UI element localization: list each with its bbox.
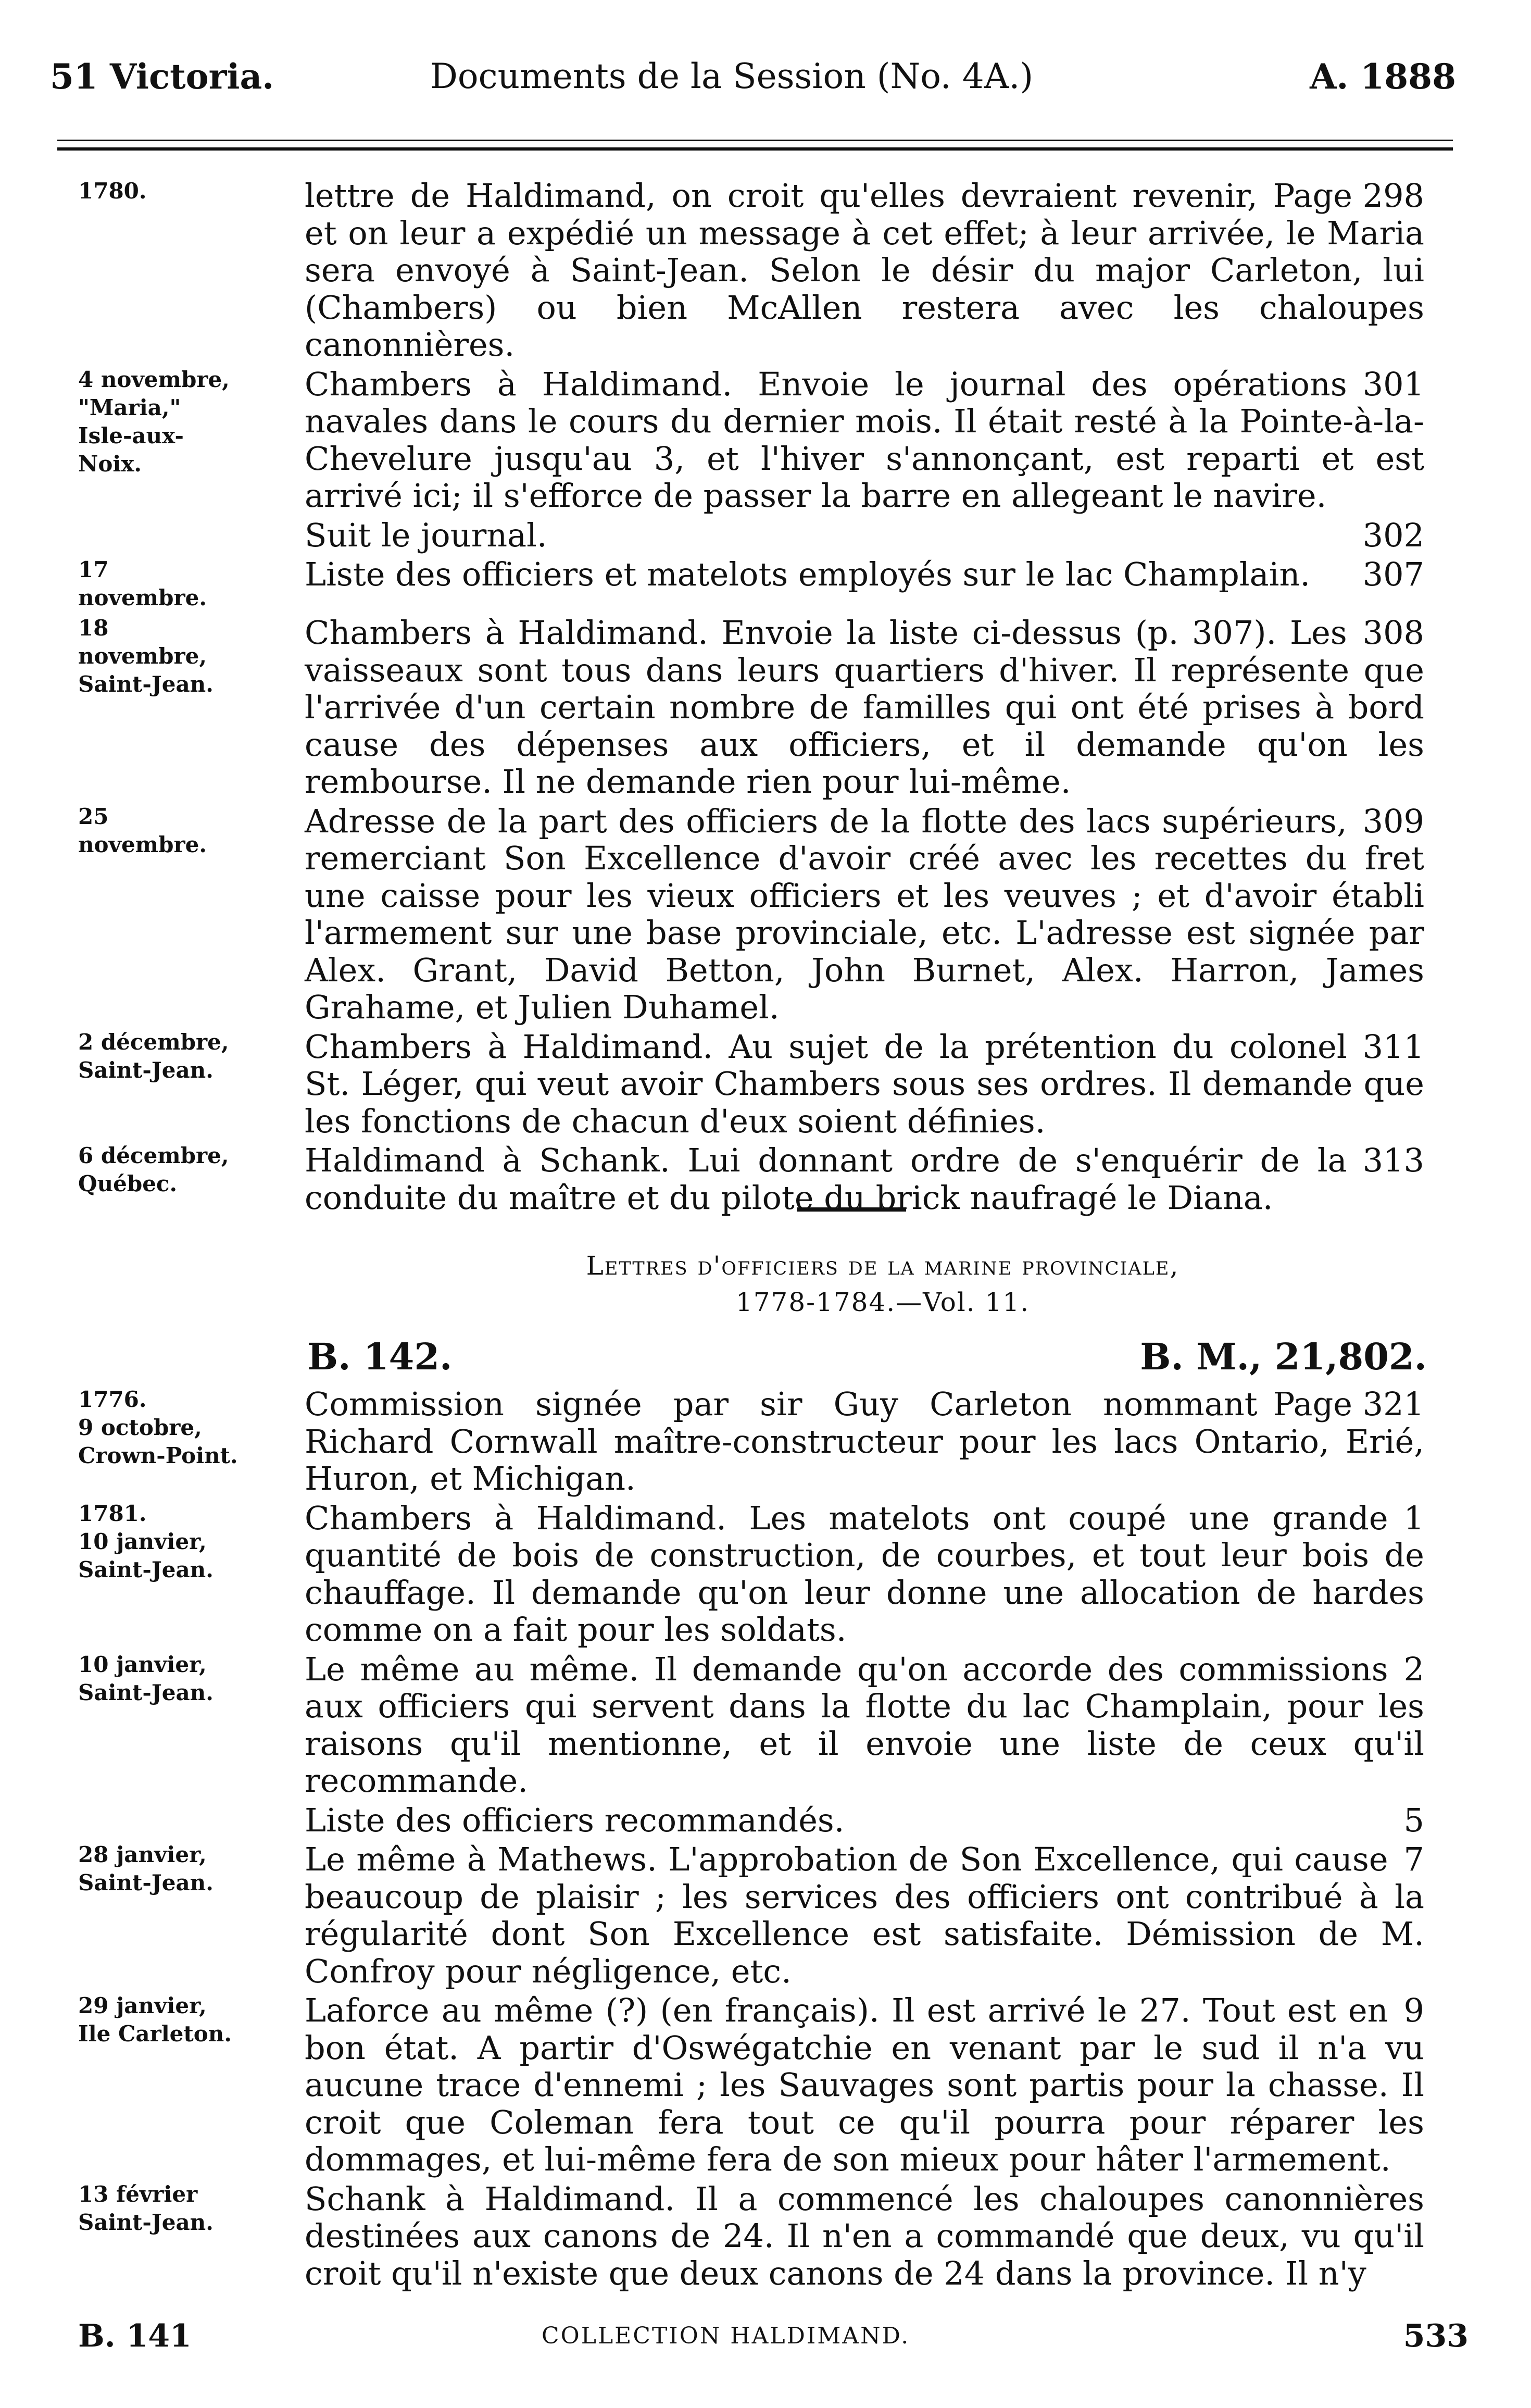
entry-page-reference: 301 [1362, 365, 1424, 403]
entry-page-reference: 311 [1362, 1027, 1424, 1066]
entry-body-text: Chambers à Haldimand. Envoie la liste ci-dessus (p. 307). Les vaisseaux sont tous dans leurs quartiers d'hiver. Il représente que l'arrivée d'un certain nombre de familles qui ont été prises à bord cause des dépenses aux officiers, et il demande qu'on les rembourse. Il ne demande rien pour lui-même. [305, 614, 1424, 801]
entry-date-place: 17 novembre. [78, 557, 207, 610]
entry-page-reference: 307 [1362, 555, 1424, 593]
footer-reference: B. 141 [78, 2318, 192, 2354]
section-heading-range: 1778-1784.—Vol. 11. [735, 1287, 1030, 1317]
calendar-entry [0, 1992, 1531, 2178]
calendar-entry [0, 614, 1531, 801]
calendar-entry [0, 1841, 1531, 1990]
entry-page-reference: 308 [1362, 614, 1424, 652]
entry-summary [305, 2180, 1424, 2292]
entry-summary [305, 1802, 1424, 1839]
reference-right: B. M., 21,802. [1140, 1335, 1427, 1378]
entry-summary [305, 1841, 1424, 1990]
entries-section-2 [0, 1386, 1531, 2294]
entry-body-text: Liste des officiers recommandés. [305, 1801, 845, 1839]
entry-date-place: 4 novembre, "Maria," Isle-aux-Noix. [78, 366, 230, 477]
entry-body-text: Schank à Haldimand. Il a commencé les chaloupes canonnières destinées aux canons de 24. Il n'en a commandé que deux, vu qu'il croit qu'il n'existe que deux canons de 24 dans la province. Il n'y [305, 2179, 1424, 2292]
entry-page-reference: 309 [1362, 802, 1424, 840]
entry-body-text: Haldimand à Schank. Lui donnant ordre de s'enquérir de la conduite du maître et du pilote du brick naufragé le Diana. [305, 1141, 1347, 1217]
entry-summary [305, 177, 1424, 364]
reference-left: B. 142. [307, 1335, 453, 1378]
section-heading [323, 1247, 1442, 1320]
entry-body-text: Le même au même. Il demande qu'on accorde des commissions aux officiers qui servent dans la flotte du lac Champlain, pour les raisons qu'il mentionne, et il envoie une liste de ceux qu'il recommande. [305, 1650, 1424, 1800]
header-rule [57, 140, 1453, 151]
entry-page-reference: 302 [1362, 516, 1424, 554]
entry-body-text: Chambers à Haldimand. Les matelots ont coupé une grande quantité de bois de construction, de courbes, et tout leur bois de chauffage. Il demande qu'on leur donne une allocation de hardes comme on a fait pour les soldats. [305, 1499, 1424, 1649]
entry-date-place: 2 décembre, Saint-Jean. [78, 1029, 229, 1083]
calendar-entry [0, 1500, 1531, 1649]
calendar-entry [0, 803, 1531, 1026]
entry-page-reference: 9 [1403, 1991, 1424, 2029]
entry-page-reference: 1 [1403, 1499, 1424, 1537]
entry-summary [305, 1500, 1424, 1649]
entry-page-reference: 313 [1362, 1141, 1424, 1179]
entry-body-text: Adresse de la part des officiers de la flotte des lacs supérieurs, remerciant Son Excellence d'avoir créé avec les recettes du fret une caisse pour les vieux officiers et les veuves ; et d'avoir établi l'armement sur une base provinciale, etc. L'adresse est signée par Alex. Grant, David Betton, John Burnet, Alex. Harron, James Grahame, et Julien Duhamel. [305, 802, 1424, 1026]
calendar-entry [0, 1386, 1531, 1498]
section-heading-title: Lettres d'officiers de la marine provinciale, [586, 1251, 1179, 1281]
entry-page-reference: Page 321 [1273, 1385, 1424, 1423]
entry-body-text: Le même à Mathews. L'approbation de Son Excellence, qui cause beaucoup de plaisir ; les services des officiers ont contribué à la régularité dont Son Excellence est satisfaite. Démission de M. Confroy pour négligence, etc. [305, 1840, 1424, 1990]
calendar-entry [0, 177, 1531, 364]
entry-summary [305, 556, 1424, 593]
entry-body-text: Chambers à Haldimand. Envoie le journal des opérations navales dans le cours du dernier mois. Il était resté à la Pointe-à-la-Chevelure jusqu'au 3, et l'hiver s'annonçant, est reparti et est arrivé ici; il s'efforce de passer la barre en allegeant le navire. [305, 365, 1424, 515]
entry-summary [305, 366, 1424, 515]
reference-line [307, 1333, 1427, 1380]
calendar-entry [0, 1651, 1531, 1800]
entry-page-reference: 5 [1403, 1801, 1424, 1839]
entry-page-reference: 7 [1403, 1840, 1424, 1878]
entry-date-place: 13 février Saint-Jean. [78, 2181, 214, 2235]
entry-body-text: lettre de Haldimand, on croit qu'elles devraient revenir, et on leur a expédié un message à cet effet; à leur arrivée, le Maria sera envoyé à Saint-Jean. Selon le désir du major Carleton, lui (Chambers) ou bien McAllen restera avec les chaloupes canonnières. [305, 177, 1424, 364]
entry-summary [305, 1386, 1424, 1498]
entry-summary [305, 1142, 1424, 1216]
entry-summary [305, 1651, 1424, 1800]
entry-date-place: 28 janvier, Saint-Jean. [78, 1842, 214, 1895]
entry-body-text: Liste des officiers et matelots employés sur le lac Champlain. [305, 555, 1311, 593]
header-volume: 51 Victoria. [50, 56, 274, 97]
footer-collection: COLLECTION HALDIMAND. [542, 2323, 910, 2349]
entry-summary [305, 803, 1424, 1026]
entry-body-text: Laforce au même (?) (en français). Il est arrivé le 27. Tout est en bon état. A partir d'Oswégatchie en venant par le sud il n'a vu aucune trace d'ennemi ; les Sauvages sont partis pour la chasse. Il croit que Coleman fera tout ce qu'il pourra pour réparer les dommages, et lui-même fera de son mieux pour hâter l'armement. [305, 1991, 1424, 2178]
entries-section-1 [0, 177, 1531, 1218]
entry-date-place: 1776. 9 octobre, Crown-Point. [78, 1387, 238, 1468]
entry-date-place: 1781. 10 janvier, Saint-Jean. [78, 1500, 214, 1582]
entry-date-place: 1780. [78, 178, 147, 204]
calendar-entry [0, 556, 1531, 612]
entry-date-place: 29 janvier, Ile Carleton. [78, 1993, 232, 2047]
entry-body-text: Chambers à Haldimand. Au sujet de la prétention du colonel St. Léger, qui veut avoir Chambers sous ses ordres. Il demande que les fonctions de chacun d'eux soient définies. [305, 1027, 1424, 1140]
section-divider [797, 1207, 906, 1217]
entry-page-reference: Page 298 [1273, 177, 1424, 215]
entry-summary [305, 614, 1424, 801]
entry-body-text: Suit le journal. [305, 516, 547, 554]
entry-summary [305, 517, 1424, 554]
entry-summary [305, 1028, 1424, 1140]
entry-body-text: Commission signée par sir Guy Carleton nommant Richard Cornwall maître-constructeur pour les lacs Ontario, Erié, Huron, et Michigan. [305, 1385, 1424, 1498]
header-year: A. 1888 [1310, 56, 1456, 97]
entry-page-reference: 2 [1403, 1650, 1424, 1688]
calendar-entry [0, 1802, 1531, 1839]
entry-date-place: 18 novembre, Saint-Jean. [78, 615, 214, 697]
calendar-entry [0, 517, 1531, 554]
entry-date-place: 6 décembre, Québec. [78, 1143, 229, 1196]
entry-date-place: 10 janvier, Saint-Jean. [78, 1651, 214, 1705]
calendar-entry [0, 366, 1531, 515]
header-title: Documents de la Session (No. 4A.) [430, 56, 1034, 96]
calendar-entry [0, 1028, 1531, 1140]
entry-date-place: 25 novembre. [78, 803, 207, 857]
footer-page-number: 533 [1403, 2318, 1469, 2354]
calendar-entry [0, 1142, 1531, 1216]
running-header [50, 48, 1456, 105]
calendar-entry [0, 2180, 1531, 2292]
page-footer [78, 2313, 1469, 2360]
entry-summary [305, 1992, 1424, 2178]
